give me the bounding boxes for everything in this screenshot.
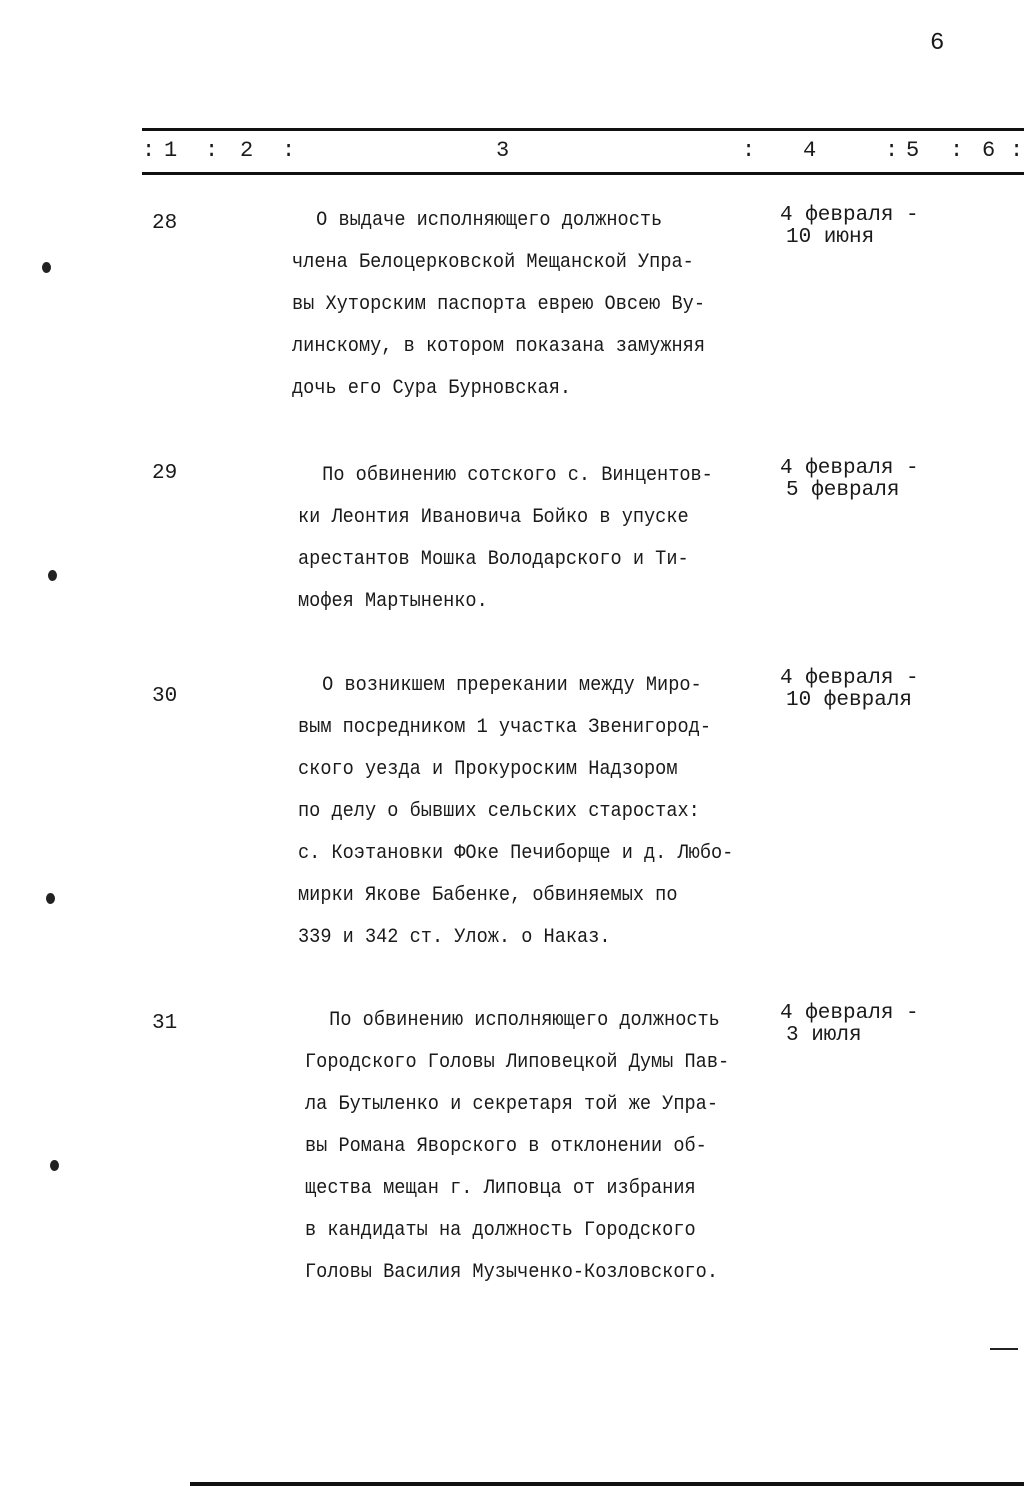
date-start: 4 февраля - — [780, 1002, 919, 1025]
punch-hole-mark — [42, 262, 51, 273]
header-bottom-rule — [142, 172, 1024, 175]
entry-text-line: мирки Якове Бабенке, обвиняемых по — [298, 884, 678, 907]
date-end: 3 июля — [786, 1024, 862, 1047]
punch-hole-mark — [46, 893, 55, 904]
col-1: 1 — [164, 138, 178, 163]
entry-text-line: О выдаче исполняющего должность — [316, 209, 663, 232]
entry-number: 30 — [152, 685, 178, 708]
col-2: 2 — [240, 138, 254, 163]
margin-mark — [990, 1348, 1018, 1350]
entry-text-line: линскому, в котором показана замужняя — [292, 335, 705, 358]
entry-text-line: члена Белоцерковской Мещанской Упра- — [292, 251, 694, 274]
col-6: 6 — [982, 138, 996, 163]
entry-text-line: мофея Мартыненко. — [298, 590, 488, 613]
entry-text-line: ки Леонтия Ивановича Бойко в упуске — [298, 506, 689, 529]
entry-text-line: щества мещан г. Липовца от избрания — [305, 1177, 696, 1200]
bottom-rule — [190, 1482, 1024, 1486]
entry-text-line: вы Хуторским паспорта еврею Овсею Ву- — [292, 293, 705, 316]
entry-text-line: О возникшем пререкании между Миро- — [322, 674, 702, 697]
entry-text-line: в кандидаты на должность Городского — [305, 1219, 696, 1242]
punch-hole-mark — [48, 570, 57, 581]
date-start: 4 февраля - — [780, 204, 919, 227]
entry-text-line: Городского Головы Липовецкой Думы Пав- — [305, 1051, 730, 1074]
entry-dates — [780, 668, 919, 712]
entry-dates — [780, 205, 919, 249]
entry-text-line: По обвинению исполняющего должность — [329, 1009, 720, 1032]
date-start: 4 февраля - — [780, 667, 919, 690]
page-number: 6 — [930, 30, 945, 57]
entry-text — [298, 665, 733, 959]
date-end: 10 июня — [786, 226, 875, 249]
entry-text-line: по делу о бывших сельских старостах: — [298, 800, 700, 823]
entry-text-line: с. Коэтановки ФОке Печиборще и д. Любо- — [298, 842, 734, 865]
entry-text — [298, 455, 713, 623]
entry-text-line: ла Бутыленко и секретаря той же Упра- — [305, 1093, 718, 1116]
entry-text-line: дочь его Сура Бурновская. — [292, 377, 572, 400]
header-top-rule — [142, 128, 1024, 131]
col-3: 3 — [496, 138, 510, 163]
col-4: 4 — [803, 138, 817, 163]
entry-text-line: 339 и 342 ст. Улож. о Наказ. — [298, 926, 611, 949]
entry-text-line: ского уезда и Прокуроским Надзором — [298, 758, 678, 781]
entry-dates — [780, 1003, 919, 1047]
entry-number: 29 — [152, 462, 178, 485]
entry-text-line: вы Романа Яворского в отклонении об- — [305, 1135, 707, 1158]
entry-text-line: По обвинению сотского с. Винцентов- — [322, 464, 713, 487]
entry-text-line: Головы Василия Музыченко-Козловского. — [305, 1261, 718, 1284]
date-end: 10 февраля — [786, 689, 913, 712]
punch-hole-mark — [50, 1160, 59, 1171]
entry-dates — [780, 458, 919, 502]
entry-text-line: вым посредником 1 участка Звенигород- — [298, 716, 711, 739]
col-5: 5 — [906, 138, 920, 163]
date-start: 4 февраля - — [780, 457, 919, 480]
entry-number: 31 — [152, 1012, 178, 1035]
entry-text — [305, 1000, 729, 1294]
entry-text — [292, 200, 705, 410]
entry-text-line: арестантов Мошка Володарского и Ти- — [298, 548, 689, 571]
date-end: 5 февраля — [786, 479, 900, 502]
entry-number: 28 — [152, 212, 178, 235]
